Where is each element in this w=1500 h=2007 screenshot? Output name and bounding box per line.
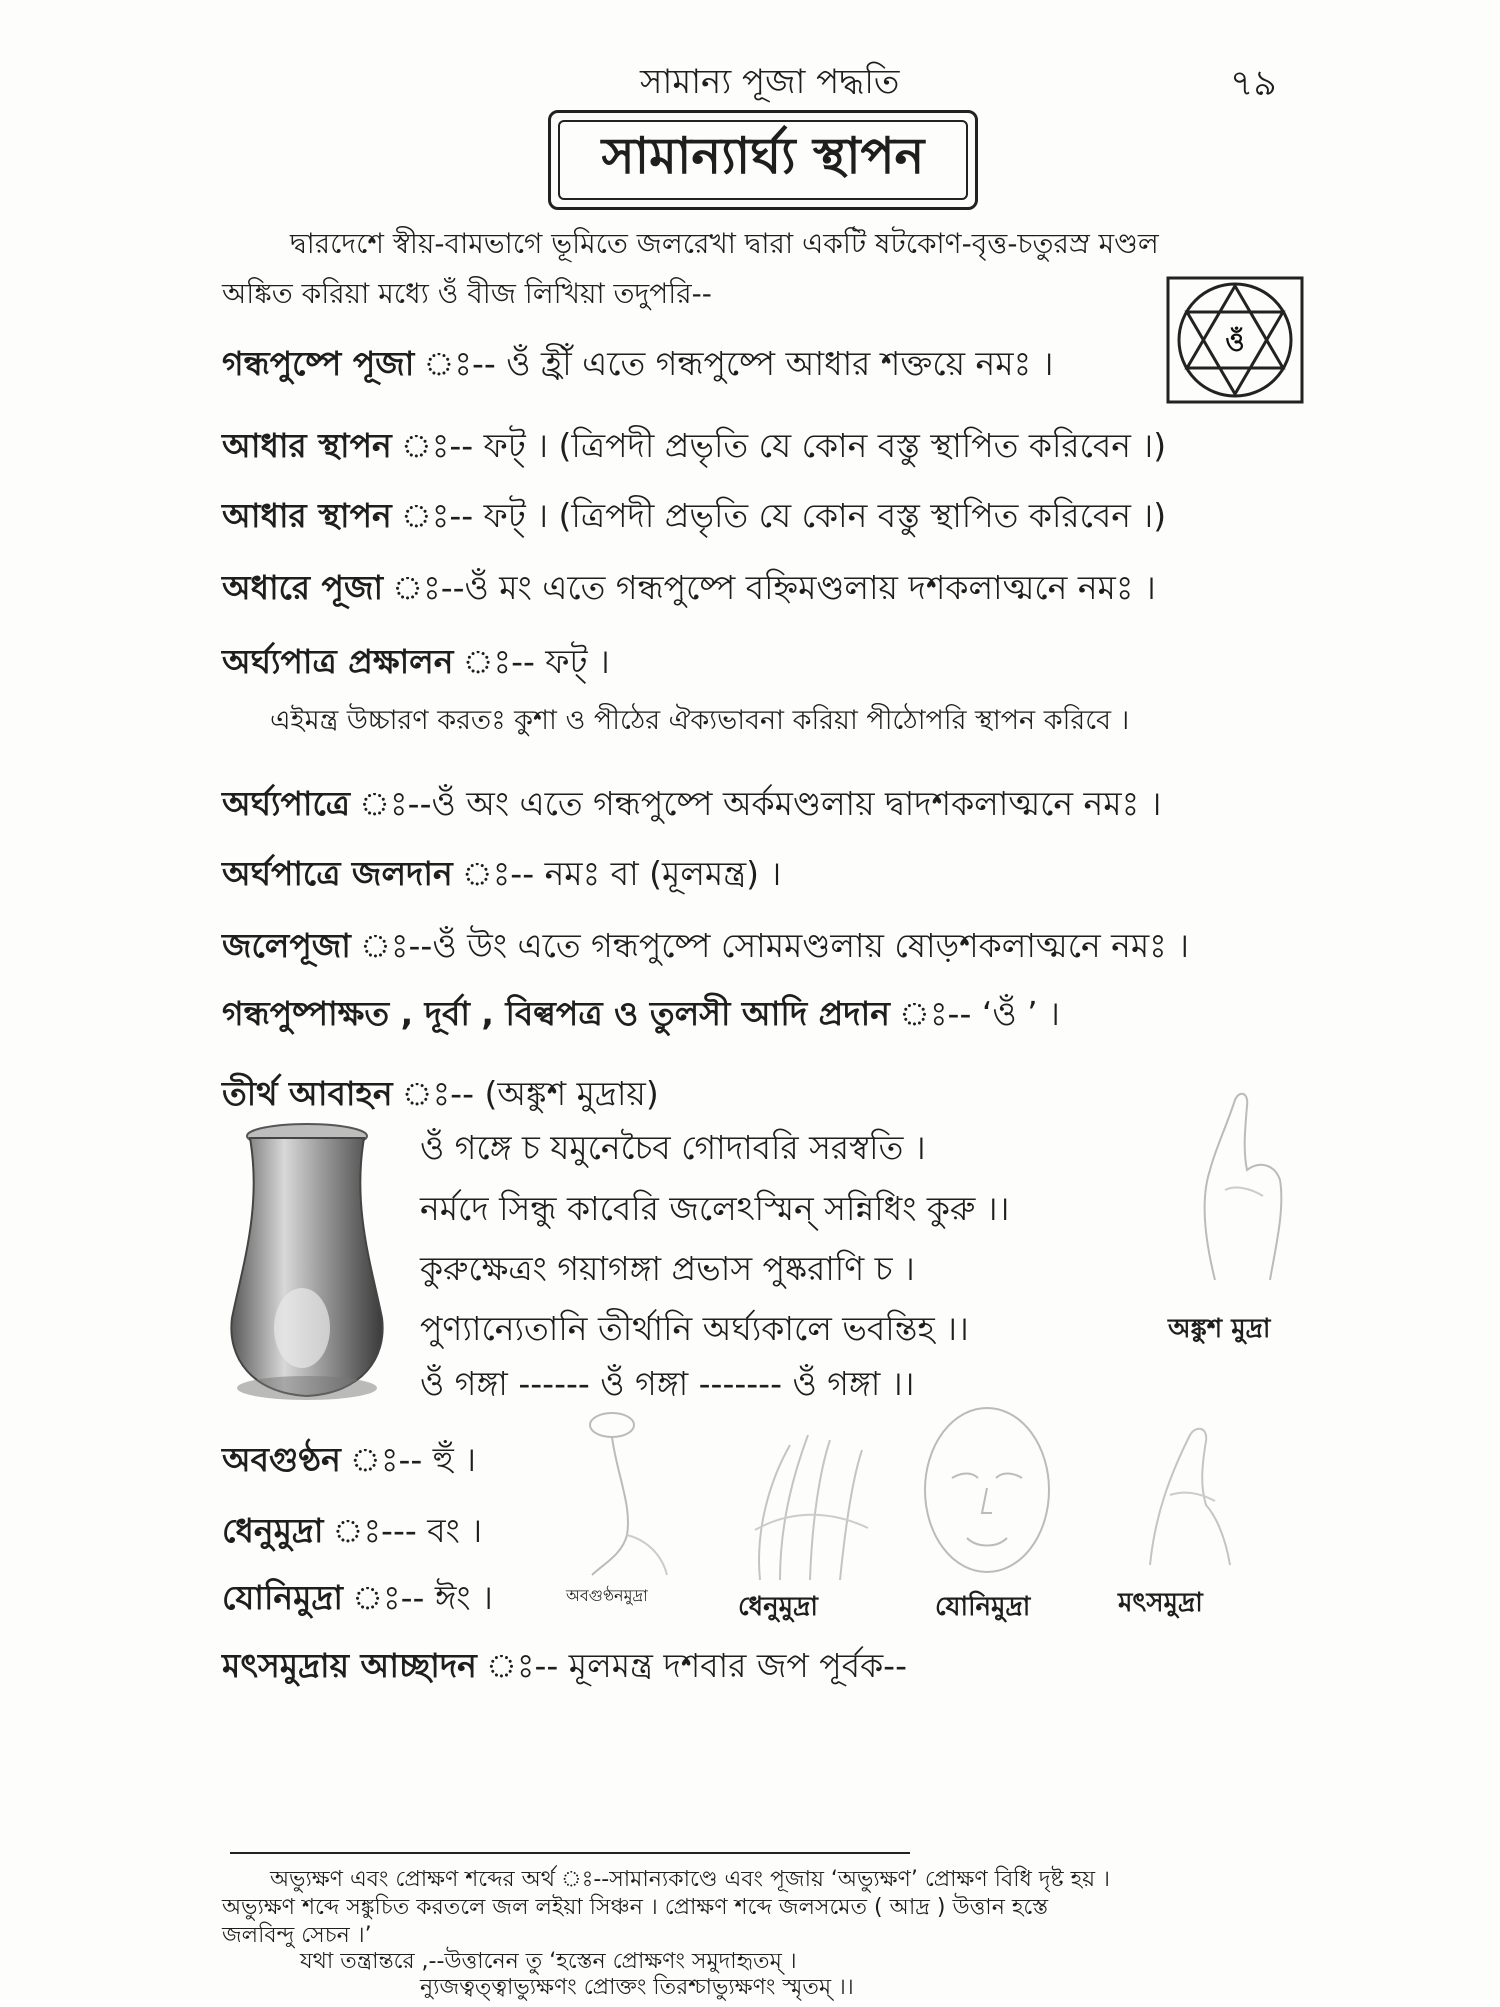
step-text: ঃ-- ফট্ । (ত্রিপদী প্রভৃতি যে কোন বস্তু স্থাপিত করিবেন ।) <box>449 496 1167 535</box>
step-row <box>222 562 1156 618</box>
step-label: যোনিমুদ্রা <box>222 1578 343 1617</box>
step-row <box>222 848 781 904</box>
step-row <box>222 1068 659 1124</box>
verse-line: নর্মদে সিন্ধু কাবেরি জলেঽস্মিন্ সন্নিধিং কুরু ।। <box>420 1189 1010 1228</box>
ankush-mudra-caption: অঙ্কুশ মুদ্রা <box>1168 1314 1271 1344</box>
verse-line: ওঁ গঙ্গে চ যমুনেচৈব গোদাবরি সরস্বতি । <box>420 1128 926 1167</box>
step-label: অর্ঘ্যপাত্র প্রক্ষালন <box>222 642 454 681</box>
step-row <box>222 1434 476 1490</box>
step-row <box>222 988 1060 1044</box>
instruction-note: এইমন্ত্র উচ্চারণ করতঃ কুশা ও পীঠের ঐক্যভাবনা করিয়া পীঠোপরি স্থাপন করিবে । <box>270 705 1130 736</box>
ankush-mudra-hand-icon <box>1175 1080 1305 1290</box>
step-text: ঃ--ওঁ মং এতে গন্ধপুষ্পে বহ্নিমণ্ডলায় দশকলাত্মনে নমঃ । <box>440 568 1156 607</box>
verse-line: পুণ্যান্যেতানি তীর্থানি অর্ঘ্যকালে ভবন্তিহ ।। <box>420 1309 969 1348</box>
step-text: ঃ-- হুঁ । <box>398 1440 477 1479</box>
verse-line: ওঁ গঙ্গা ------ ওঁ গঙ্গা ------- ওঁ গঙ্গা ।। <box>420 1364 915 1403</box>
step-label: আধার স্থাপন <box>222 496 392 535</box>
step-text: ঃ--ওঁ অং এতে গন্ধপুষ্পে অর্কমণ্ডলায় দ্বাদশকলাত্মনে নমঃ । <box>407 784 1162 823</box>
step-label: জলেপূজা <box>222 926 351 965</box>
step-text: ঃ-- মূলমন্ত্র দশবার জপ পূর্বক-- <box>534 1646 907 1685</box>
page-title: সামান্যার্ঘ্য স্থাপন <box>558 120 968 200</box>
step-text: ঃ-- ঈং । <box>400 1578 493 1617</box>
yoni-mudra-face-icon <box>912 1398 1062 1583</box>
step-text: ঃ-- ফট্ । (ত্রিপদী প্রভৃতি যে কোন বস্তু স্থাপিত করিবেন ।) <box>449 426 1167 465</box>
step-label: গন্ধপুষ্পাক্ষত , দূর্বা , বিল্বপত্র ও তুলসী আদি প্রদান <box>222 994 890 1033</box>
footnote-line: জলবিন্দু সেচন ।’ <box>222 1923 372 1948</box>
verse-line: কুরুক্ষেত্রং গয়াগঙ্গা প্রভাস পুষ্করাণি চ । <box>420 1249 915 1288</box>
step-row <box>222 1505 482 1561</box>
step-row <box>222 1640 907 1696</box>
matsya-mudra-caption: মৎসমুদ্রা <box>1118 1588 1203 1618</box>
step-text: ঃ-- নমঃ বা (মূলমন্ত্র) । <box>510 854 782 893</box>
matsya-mudra-hand-icon <box>1130 1405 1250 1575</box>
step-label: গন্ধপুষ্পে পূজা <box>222 344 415 383</box>
step-label: তীর্থ আবাহন <box>222 1074 393 1113</box>
running-title: সামান্য পূজা পদ্ধতি <box>640 62 900 102</box>
yoni-mudra-caption: যোনিমুদ্রা <box>935 1592 1031 1622</box>
step-text: ঃ-- (অঙ্কুশ মুদ্রায়) <box>450 1074 659 1113</box>
step-label: মৎসমুদ্রায় আচ্ছাদন <box>222 1646 477 1685</box>
step-text: ঃ-- ‘ওঁ ’ । <box>947 994 1060 1033</box>
dhenu-mudra-hand-icon <box>740 1410 880 1585</box>
step-text: ঃ--ওঁ উং এতে গন্ধপুষ্পে সোমমণ্ডলায় ষোড়শকলাত্মনে নমঃ । <box>408 926 1190 965</box>
step-row <box>222 1572 493 1628</box>
step-label: অবগুণ্ঠন <box>222 1440 341 1479</box>
footnote-line: অভ্যুক্ষণ শব্দে সঙ্কুচিত করতলে জল লইয়া সিঞ্চন । প্রোক্ষণ শব্দে জলসমেত ( আদ্র ) উত্তান হস্তে <box>222 1895 1049 1920</box>
footnote-divider <box>230 1852 910 1854</box>
yantra-om-glyph: ওঁ <box>1225 328 1245 358</box>
step-text: ঃ--- বং । <box>381 1511 483 1550</box>
avagunthan-mudra-caption: অবগুণ্ঠনমুদ্রা <box>566 1586 648 1605</box>
intro-line-2: অঙ্কিত করিয়া মধ্যে ওঁ বীজ লিখিয়া তদুপরি-- <box>222 277 712 310</box>
step-text: ঃ-- ওঁ হ্রীঁ এতে গন্ধপুষ্পে আধার শক্তয়ে নমঃ । <box>471 344 1054 383</box>
step-label: ধেনুমুদ্রা <box>222 1511 324 1550</box>
step-label: আধার স্থাপন <box>222 426 392 465</box>
intro-line-1: দ্বারদেশে স্বীয়-বামভাগে ভূমিতে জলরেখা দ্বারা একটি ষটকোণ-বৃত্ত-চতুরস্র মণ্ডল <box>290 227 1159 260</box>
step-label: অধারে পূজা <box>222 568 384 607</box>
kalash-vessel-icon <box>222 1118 392 1408</box>
page-number: ৭৯ <box>1230 63 1277 104</box>
footnote-line: ন্যুজত্বত্ত্বাভ্যুক্ষণং প্রোক্তং তিরশ্চাভ্যুক্ষণং স্মৃতম্ ।। <box>420 1975 854 2000</box>
footnote-line: অভ্যুক্ষণ এবং প্রোক্ষণ শব্দের অর্থ ঃ--সামান্যকাণ্ডে এবং পূজায় ‘অভ্যুক্ষণ’ প্রোক্ষণ বিধি দৃষ্ট হয় । <box>270 1867 1110 1892</box>
step-text: ঃ-- ফট্ । <box>511 642 610 681</box>
dhenu-mudra-caption: ধেনুমুদ্রা <box>738 1592 818 1622</box>
step-row <box>222 338 1053 394</box>
step-label: অর্ঘপাত্রে জলদান <box>222 854 453 893</box>
avagunthan-mudra-hand-icon <box>572 1405 682 1580</box>
step-row <box>222 636 610 692</box>
step-row <box>222 420 1166 476</box>
title-box <box>548 110 978 210</box>
shatkona-yantra-icon <box>1165 275 1305 405</box>
footnote-line: যথা তন্ত্রান্তরে ,--উত্তানেন তু ‘হস্তেন প্রোক্ষণং সমুদাহৃতম্ । <box>300 1949 797 1974</box>
step-row <box>222 920 1189 976</box>
step-row <box>222 490 1166 546</box>
step-label: অর্ঘ্যপাত্রে <box>222 784 351 823</box>
step-row <box>222 778 1161 834</box>
